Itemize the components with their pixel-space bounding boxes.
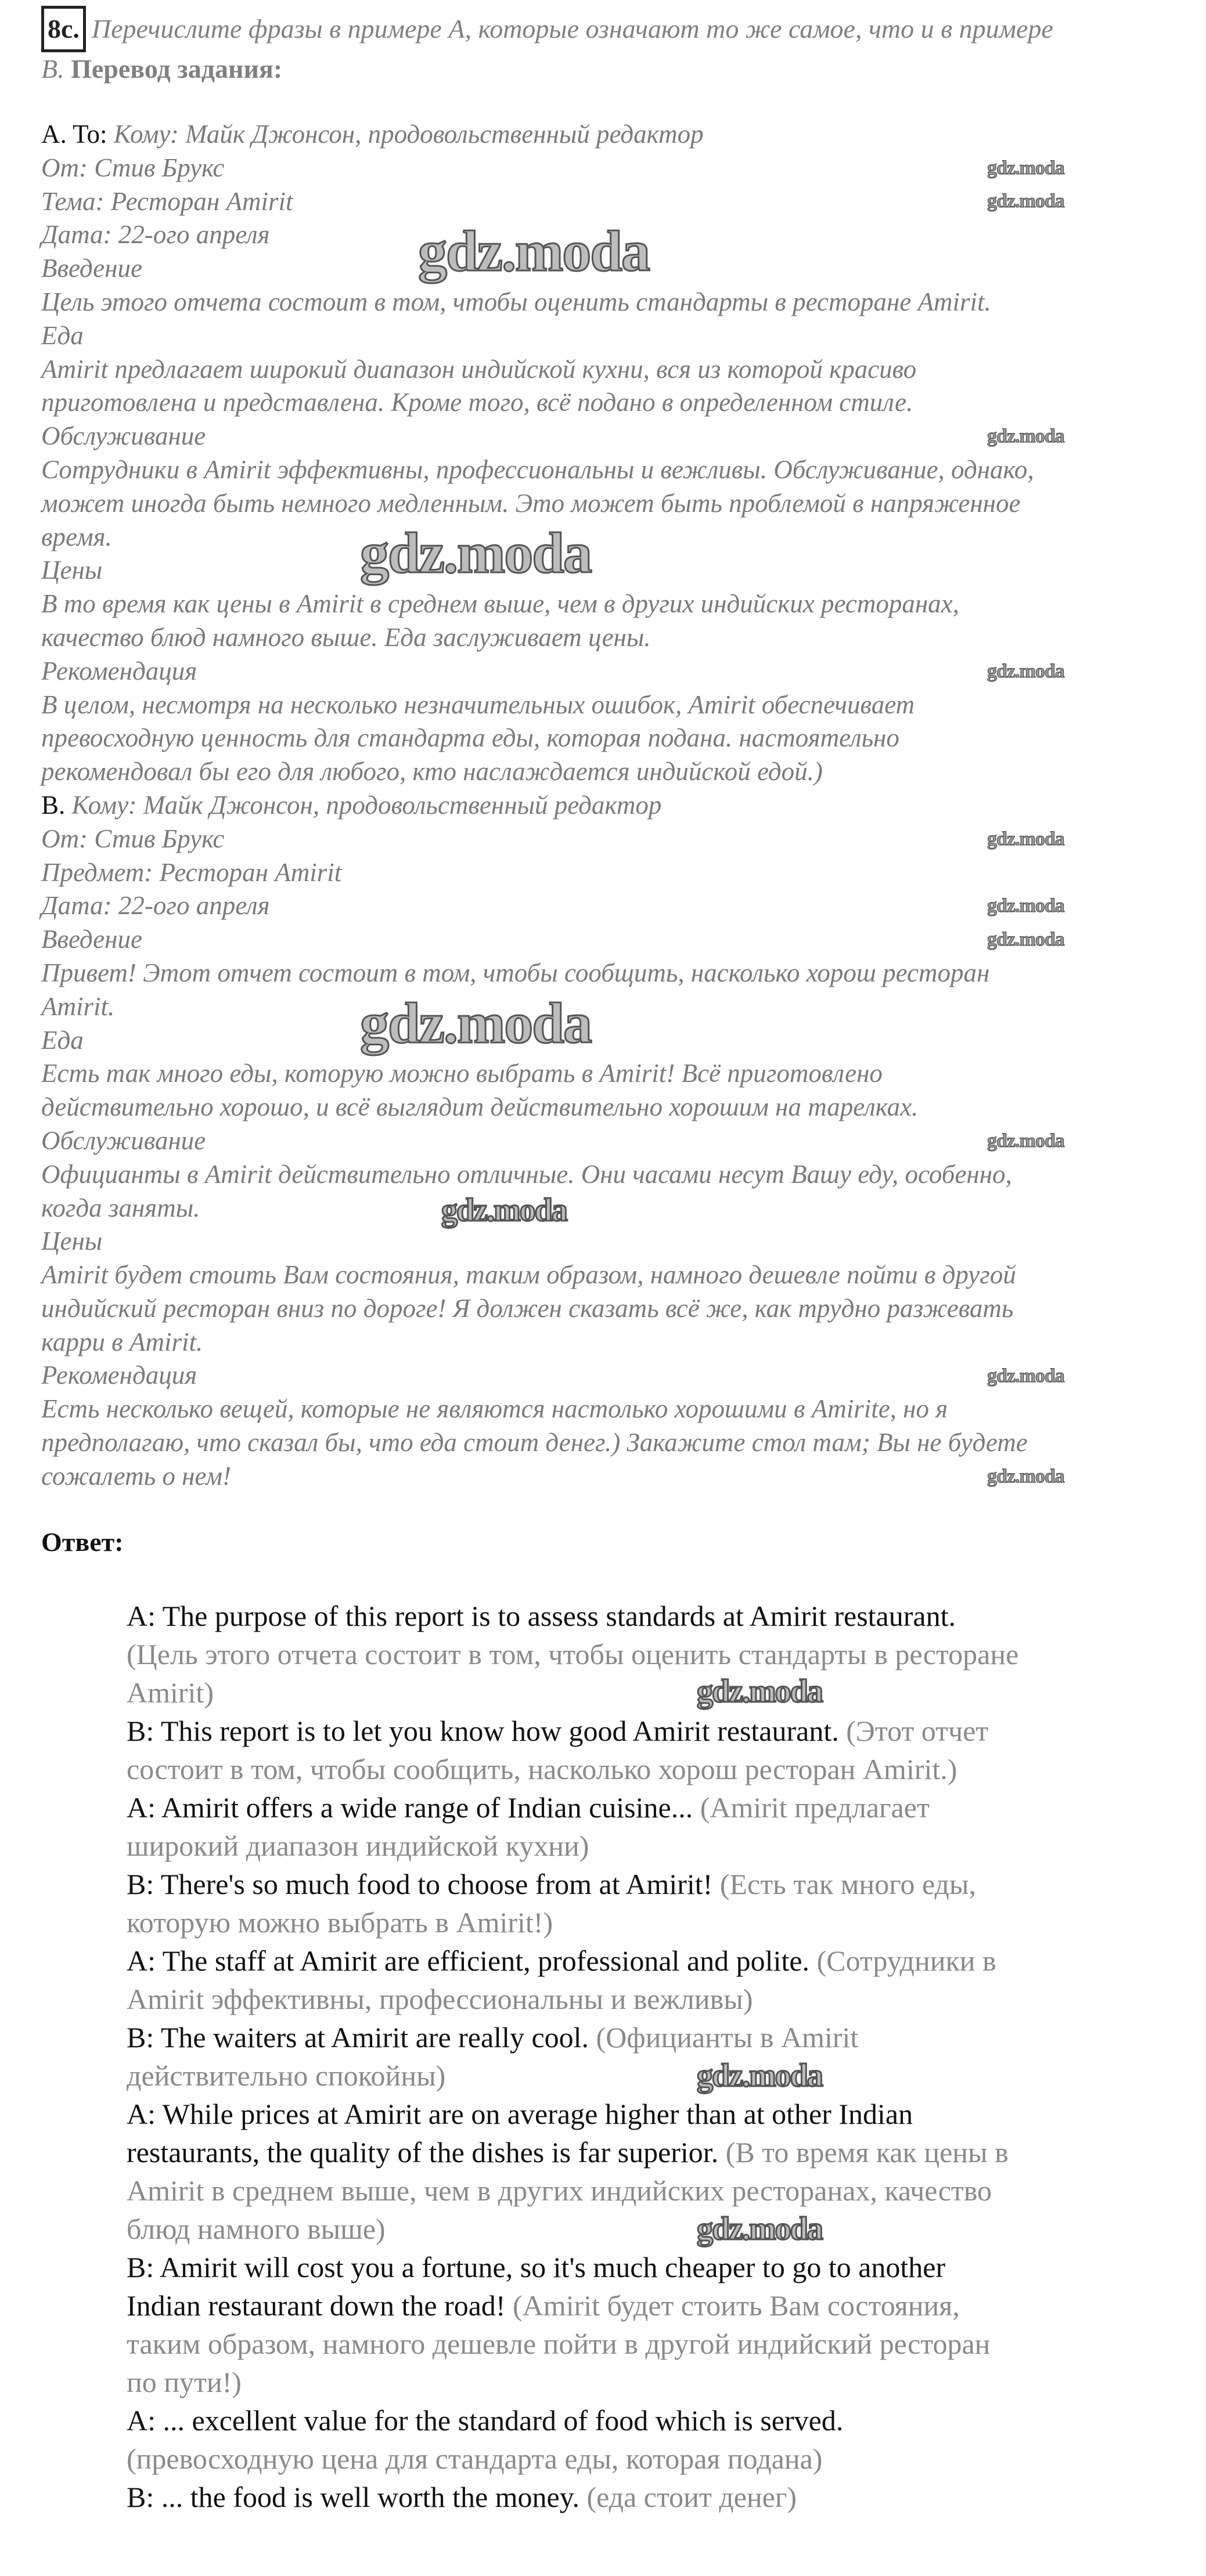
answer-russian: (Этот отчет	[838, 1715, 989, 1747]
answer-english: B: The waiters at Amirit are really cool.	[127, 2021, 589, 2054]
answer-line	[127, 1980, 1018, 2018]
answer-line	[127, 1712, 1018, 1750]
letter-text: Сотрудники в Amirit эффективны, профессиональны и вежливы. Обслуживание, однако,	[41, 454, 1034, 484]
answer-russian: (Есть так много еды,	[712, 1868, 977, 1900]
watermark: gdz.moda	[418, 219, 649, 283]
answer-english: A: The purpose of this report is to assess standards at Amirit restaurant.	[127, 1600, 956, 1632]
answer-line	[127, 1635, 1018, 1673]
letter-line	[41, 151, 1034, 185]
letter-text: действительно хорошо, и всё выглядит действительно хорошим на тарелках.	[41, 1092, 919, 1122]
letter-line	[41, 721, 1034, 755]
letter-text: Amirit будет стоить Вам состояния, таким образом, намного дешевле пойти в другой	[41, 1260, 1016, 1290]
letter-line	[41, 1426, 1034, 1460]
letter-text: Цены	[41, 555, 103, 585]
letter-line	[41, 923, 1034, 957]
letter-line	[41, 822, 1034, 856]
letter-text: Тема: Ресторан Amirit	[41, 186, 293, 216]
watermark: gdz.moda	[987, 1466, 1064, 1487]
letter-line	[41, 1258, 1034, 1292]
letter-line	[41, 420, 1034, 453]
letter-text: Обслуживание	[41, 1125, 206, 1155]
watermark: gdz.moda	[697, 2211, 822, 2247]
letter-text: рекомендовал бы его для любого, кто наслаждается индийской едой.)	[41, 757, 823, 786]
answer-english: Indian restaurant down the road!	[127, 2289, 506, 2322]
letter-line	[41, 621, 1034, 655]
watermark: gdz.moda	[987, 1130, 1064, 1152]
answer-russian: Amirit)	[127, 1676, 214, 1709]
letter-line	[41, 185, 1034, 219]
answer-russian: действительно спокойны)	[127, 2059, 446, 2092]
watermark: gdz.moda	[987, 190, 1064, 212]
answer-title: Ответ:	[41, 1527, 124, 1557]
letter-text: Кому: Майк Джонсон, продовольственный редактор	[107, 120, 704, 149]
answer-line	[127, 2018, 1018, 2057]
letter-line	[41, 1326, 1034, 1359]
letter-line	[41, 655, 1034, 688]
translation-label: Перевод задания:	[71, 54, 283, 84]
answer-line	[127, 2286, 1018, 2325]
letter-text: Цель этого отчета состоит в том, чтобы оценить стандарты в ресторане Amirit.	[41, 287, 991, 316]
answer-line	[127, 2095, 1018, 2133]
letter-text: может иногда быть немного медленным. Это может быть проблемой в напряженное	[41, 488, 1021, 518]
answer-line	[127, 2401, 1018, 2440]
answer-russian: Amirit в среднем выше, чем в других индийских ресторанах, качество	[127, 2174, 992, 2207]
answer-line	[127, 1788, 1018, 1827]
answer-line	[127, 1827, 1018, 1865]
letter-text: Дата: 22-ого апреля	[41, 220, 270, 250]
answer-russian: (еда стоит денег)	[579, 2481, 797, 2513]
letter-text: Введение	[41, 254, 142, 283]
letter-text: Amirit.	[41, 991, 115, 1021]
answer-line	[127, 1673, 1018, 1712]
answer-line	[127, 2133, 1018, 2171]
task-text: Перечислите фразы в примере А, которые означают то же самое, что и в примере	[91, 14, 1053, 44]
answer-english: B: This report is to let you know how good Amirit restaurant.	[127, 1715, 839, 1747]
answer-russian: (превосходную цена для стандарта еды, которая подана)	[127, 2442, 823, 2475]
answer-line	[127, 1903, 1018, 1942]
watermark: gdz.moda	[697, 1673, 822, 1709]
answer-line	[127, 1597, 1018, 1635]
letter-text: От: Стив Брукс	[41, 153, 225, 182]
answer-line	[127, 2325, 1018, 2363]
answer-english: B: There's so much food to choose from at Amirit!	[127, 1868, 713, 1900]
watermark: gdz.moda	[441, 1192, 567, 1228]
letter-line	[41, 587, 1034, 621]
letter-line	[41, 789, 1034, 822]
watermark: gdz.moda	[987, 425, 1064, 447]
letter-text: В целом, несмотря на несколько незначительных ошибок, Amirit обеспечивает	[41, 690, 915, 719]
letter-line	[41, 319, 1034, 353]
answer-english: A: While prices at Amirit are on average higher than at other Indian	[127, 2098, 913, 2130]
answer-russian: (В то время как цены в	[718, 2136, 1009, 2169]
answer-line	[127, 2210, 1018, 2248]
answer-russian: которую можно выбрать в Amirit!)	[127, 1906, 553, 1939]
letter-text: Amirit предлагает широкий диапазон индийской кухни, вся из которой красиво	[41, 354, 917, 384]
answer-russian: широкий диапазон индийской кухни)	[127, 1830, 589, 1862]
letter-line	[41, 1392, 1034, 1426]
answer-russian: блюд намного выше)	[127, 2213, 386, 2245]
letter-text: Дата: 22-ого апреля	[41, 891, 270, 921]
watermark: gdz.moda	[987, 157, 1064, 179]
answer-list	[127, 1597, 1018, 2516]
letter-line	[41, 755, 1034, 789]
watermark: gdz.moda	[697, 2058, 822, 2094]
task-text-cont: B.	[41, 54, 64, 84]
letter-text: Рекомендация	[41, 1361, 197, 1390]
task-line	[41, 6, 1053, 52]
answer-english: restaurants, the quality of the dishes is far superior.	[127, 2136, 719, 2169]
letter-line	[41, 1124, 1034, 1158]
letter-text: В то время как цены в Amirit в среднем выше, чем в других индийских ресторанах,	[41, 589, 959, 619]
letter-text: Кому: Майк Джонсон, продовольственный редактор	[65, 790, 662, 820]
letter-line	[41, 386, 1034, 420]
letter-text: Еда	[41, 1025, 84, 1055]
answer-russian: (Сотрудники в	[809, 1944, 996, 1977]
letter-line	[41, 453, 1034, 487]
answer-line	[127, 1942, 1018, 1980]
letter-label: A. To:	[41, 120, 107, 149]
answer-russian: (Amirit будет стоить Вам состояния,	[505, 2289, 960, 2322]
answer-line	[127, 1750, 1018, 1788]
answer-line	[127, 2440, 1018, 2478]
letter-line	[41, 353, 1034, 387]
letter-translation	[41, 118, 1034, 1493]
letter-line	[41, 1292, 1034, 1326]
watermark: gdz.moda	[987, 895, 1064, 917]
letter-line	[41, 118, 1034, 151]
letter-text: сожалеть о нем!	[41, 1461, 231, 1491]
letter-label: B.	[41, 790, 66, 820]
task-line-2	[41, 53, 282, 84]
letter-text: приготовлена и представлена. Кроме того, всё подано в определенном стиле.	[41, 388, 913, 417]
letter-line	[41, 286, 1034, 319]
letter-text: Привет! Этот отчет состоит в том, чтобы сообщить, насколько хорош ресторан	[41, 958, 990, 987]
letter-line	[41, 856, 1034, 890]
letter-text: Предмет: Ресторан Amirit	[41, 857, 342, 887]
answer-line	[127, 2478, 1018, 2516]
letter-text: Рекомендация	[41, 656, 197, 686]
watermark: gdz.moda	[360, 991, 591, 1055]
letter-text: Есть несколько вещей, которые не являются настолько хорошими в Amirite, но я	[41, 1394, 948, 1424]
letter-line	[41, 1460, 1034, 1493]
letter-text: карри в Amirit.	[41, 1327, 203, 1356]
letter-text: время.	[41, 522, 112, 551]
answer-line	[127, 2248, 1018, 2286]
letter-line	[41, 1359, 1034, 1392]
letter-line	[41, 487, 1034, 521]
letter-line	[41, 1091, 1034, 1124]
letter-text: Официанты в Amirit действительно отличные. Они часами несут Вашу еду, особенно,	[41, 1159, 1012, 1189]
letter-line	[41, 889, 1034, 923]
letter-text: превосходную ценность для стандарта еды, которая подана. настоятельно	[41, 723, 899, 753]
answer-line	[127, 2057, 1018, 2095]
answer-russian: (Официанты в Amirit	[589, 2021, 859, 2054]
watermark: gdz.moda	[987, 828, 1064, 850]
letter-text: Введение	[41, 925, 142, 954]
letter-text: От: Стив Брукс	[41, 824, 225, 853]
answer-line	[127, 1865, 1018, 1903]
letter-text: качество блюд намного выше. Еда заслуживает цены.	[41, 622, 651, 652]
letter-text: Цены	[41, 1226, 103, 1256]
letter-text: индийский ресторан вниз по дороге! Я должен сказать всё же, как трудно разжевать	[41, 1293, 1014, 1323]
watermark: gdz.moda	[987, 1365, 1064, 1387]
answer-russian: таким образом, намного дешевле пойти в другой индийский ресторан	[127, 2328, 991, 2360]
letter-line	[41, 1225, 1034, 1258]
answer-russian: (Amirit предлагает	[693, 1791, 930, 1824]
answer-english: A: Amirit offers a wide range of Indian cuisine...	[127, 1791, 693, 1824]
answer-english: B: Amirit will cost you a fortune, so it's much cheaper to go to another	[127, 2251, 946, 2283]
watermark: gdz.moda	[987, 929, 1064, 950]
letter-text: предполагаю, что сказал бы, что еда стоит денег.) Закажите стол там; Вы не будете	[41, 1428, 1028, 1457]
letter-line	[41, 957, 1034, 990]
answer-russian: (Цель этого отчета состоит в том, чтобы оценить стандарты в ресторане	[127, 1638, 1019, 1671]
letter-line	[41, 1158, 1034, 1192]
answer-english: A: ... excellent value for the standard of food which is served.	[127, 2404, 844, 2437]
watermark: gdz.moda	[987, 661, 1064, 682]
letter-line	[41, 1057, 1034, 1091]
letter-text: Обслуживание	[41, 421, 206, 451]
answer-russian: состоит в том, чтобы сообщить, насколько хорош ресторан Amirit.)	[127, 1753, 957, 1785]
answer-english: B: ... the food is well worth the money.	[127, 2481, 579, 2513]
answer-russian: по пути!)	[127, 2366, 242, 2398]
answer-line	[127, 2171, 1018, 2210]
letter-line	[41, 688, 1034, 722]
letter-text: Есть так много еды, которую можно выбрать в Amirit! Всё приготовлено	[41, 1059, 883, 1088]
watermark: gdz.moda	[360, 521, 591, 585]
letter-text: когда заняты.	[41, 1193, 200, 1222]
letter-text: Еда	[41, 320, 84, 350]
exercise-number: 8c.	[41, 6, 86, 52]
answer-english: A: The staff at Amirit are efficient, professional and polite.	[127, 1944, 810, 1977]
answer-line	[127, 2363, 1018, 2401]
answer-russian: Amirit эффективны, профессиональны и вежливы)	[127, 1983, 753, 2015]
